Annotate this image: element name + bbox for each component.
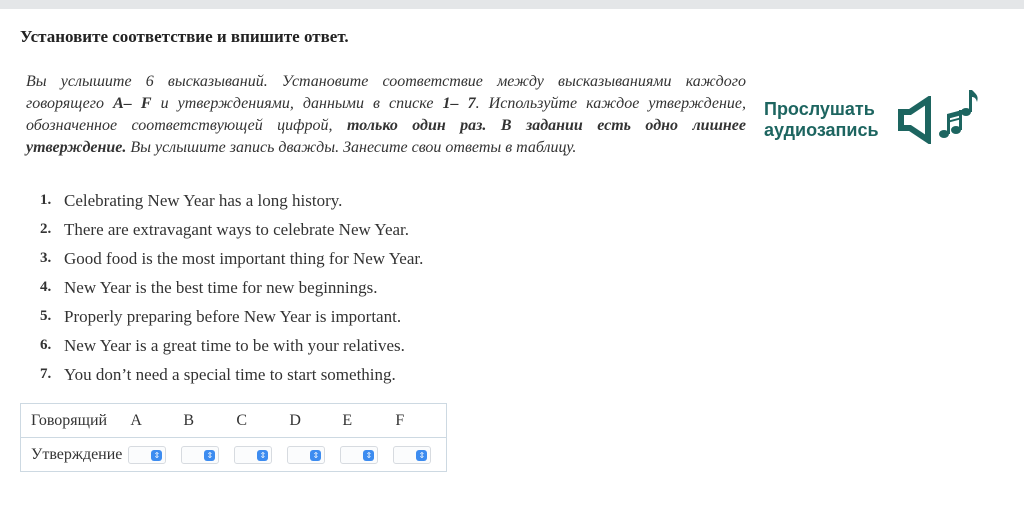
- list-item: [40, 302, 423, 331]
- statement-number: 7.: [40, 366, 52, 382]
- updown-chevron-icon: ⇕: [310, 450, 321, 461]
- instructions-emphasis: только один раз. В задании есть одно лишнее утверждение.: [26, 117, 746, 156]
- instructions-text: Вы услышите 6 высказываний. Установите соответствие между высказываниями каждого говорящего: [26, 73, 746, 112]
- answer-select-a[interactable]: [128, 446, 166, 464]
- list-item: [40, 215, 423, 244]
- statement-number: 5.: [40, 308, 52, 324]
- statement-text: New Year is a great time to be with your relatives.: [64, 336, 405, 355]
- speaker-row: [21, 404, 447, 438]
- answer-cell-d: [287, 438, 340, 472]
- play-audio-label-line2: аудиозапись: [764, 120, 879, 140]
- statement-number: 4.: [40, 279, 52, 295]
- answer-select-f[interactable]: [393, 446, 431, 464]
- speaker-e-header: E: [342, 411, 353, 429]
- answer-cell-c: [234, 438, 287, 472]
- statement-text: You don’t need a special time to start something.: [64, 365, 396, 384]
- top-bar: [0, 0, 1024, 9]
- statement-number: 3.: [40, 250, 52, 266]
- statement-text: Properly preparing before New Year is important.: [64, 307, 402, 326]
- music-notes-icon: [936, 88, 980, 140]
- list-item: [40, 186, 423, 215]
- speaker-c-header: C: [236, 411, 248, 429]
- statement-number: 6.: [40, 337, 52, 353]
- play-audio-button[interactable]: [764, 96, 980, 144]
- play-audio-label-line1: Прослушать: [764, 99, 875, 119]
- task-title: Установите соответствие и впишите ответ.: [20, 27, 349, 46]
- statement-text: New Year is the best time for new beginnings.: [64, 278, 378, 297]
- answer-select-b[interactable]: [181, 446, 219, 464]
- answer-cell-a: [128, 438, 181, 472]
- statement-row-label: Утверждение: [21, 438, 129, 472]
- statement-text: There are extravagant ways to celebrate New Year.: [64, 220, 410, 239]
- instructions-text: Вы услышите запись дважды. Занесите свои ответы в таблицу.: [126, 139, 577, 156]
- list-item: [40, 244, 423, 273]
- updown-chevron-icon: ⇕: [257, 450, 268, 461]
- answer-cell-e: [340, 438, 393, 472]
- answer-cell-b: [181, 438, 234, 472]
- speaker-icon[interactable]: [898, 96, 934, 144]
- answer-select-e[interactable]: [340, 446, 378, 464]
- list-item: [40, 360, 423, 389]
- play-audio-label: [764, 99, 892, 141]
- statement-number: 1.: [40, 192, 52, 208]
- updown-chevron-icon: ⇕: [204, 450, 215, 461]
- instructions-text: и утверждениями, данными в списке: [151, 95, 443, 112]
- speaker-d-header: D: [289, 411, 301, 429]
- statement-number: 2.: [40, 221, 52, 237]
- answer-table: [20, 403, 447, 472]
- statement-row: [21, 438, 447, 472]
- list-range: 1– 7: [442, 95, 476, 112]
- answer-select-d[interactable]: [287, 446, 325, 464]
- speaker-f-header: F: [395, 411, 405, 429]
- statement-text: Good food is the most important thing for New Year.: [64, 249, 424, 268]
- updown-chevron-icon: ⇕: [363, 450, 374, 461]
- updown-chevron-icon: ⇕: [416, 450, 427, 461]
- task-instructions: [26, 71, 746, 159]
- list-item: [40, 273, 423, 302]
- speaker-a-header: A: [130, 411, 142, 429]
- speaker-row-label: Говорящий: [31, 411, 108, 429]
- list-item: [40, 331, 423, 360]
- statements-list: [40, 186, 423, 389]
- answer-cell-f: [393, 438, 447, 472]
- speakers-range: A– F: [113, 95, 152, 112]
- answer-select-c[interactable]: [234, 446, 272, 464]
- updown-chevron-icon: ⇕: [151, 450, 162, 461]
- speaker-b-header: B: [183, 411, 195, 429]
- instructions-text: . Используйте каждое утверждение, обозначенное соответствующей цифрой,: [26, 95, 747, 134]
- statement-text: Celebrating New Year has a long history.: [64, 191, 343, 210]
